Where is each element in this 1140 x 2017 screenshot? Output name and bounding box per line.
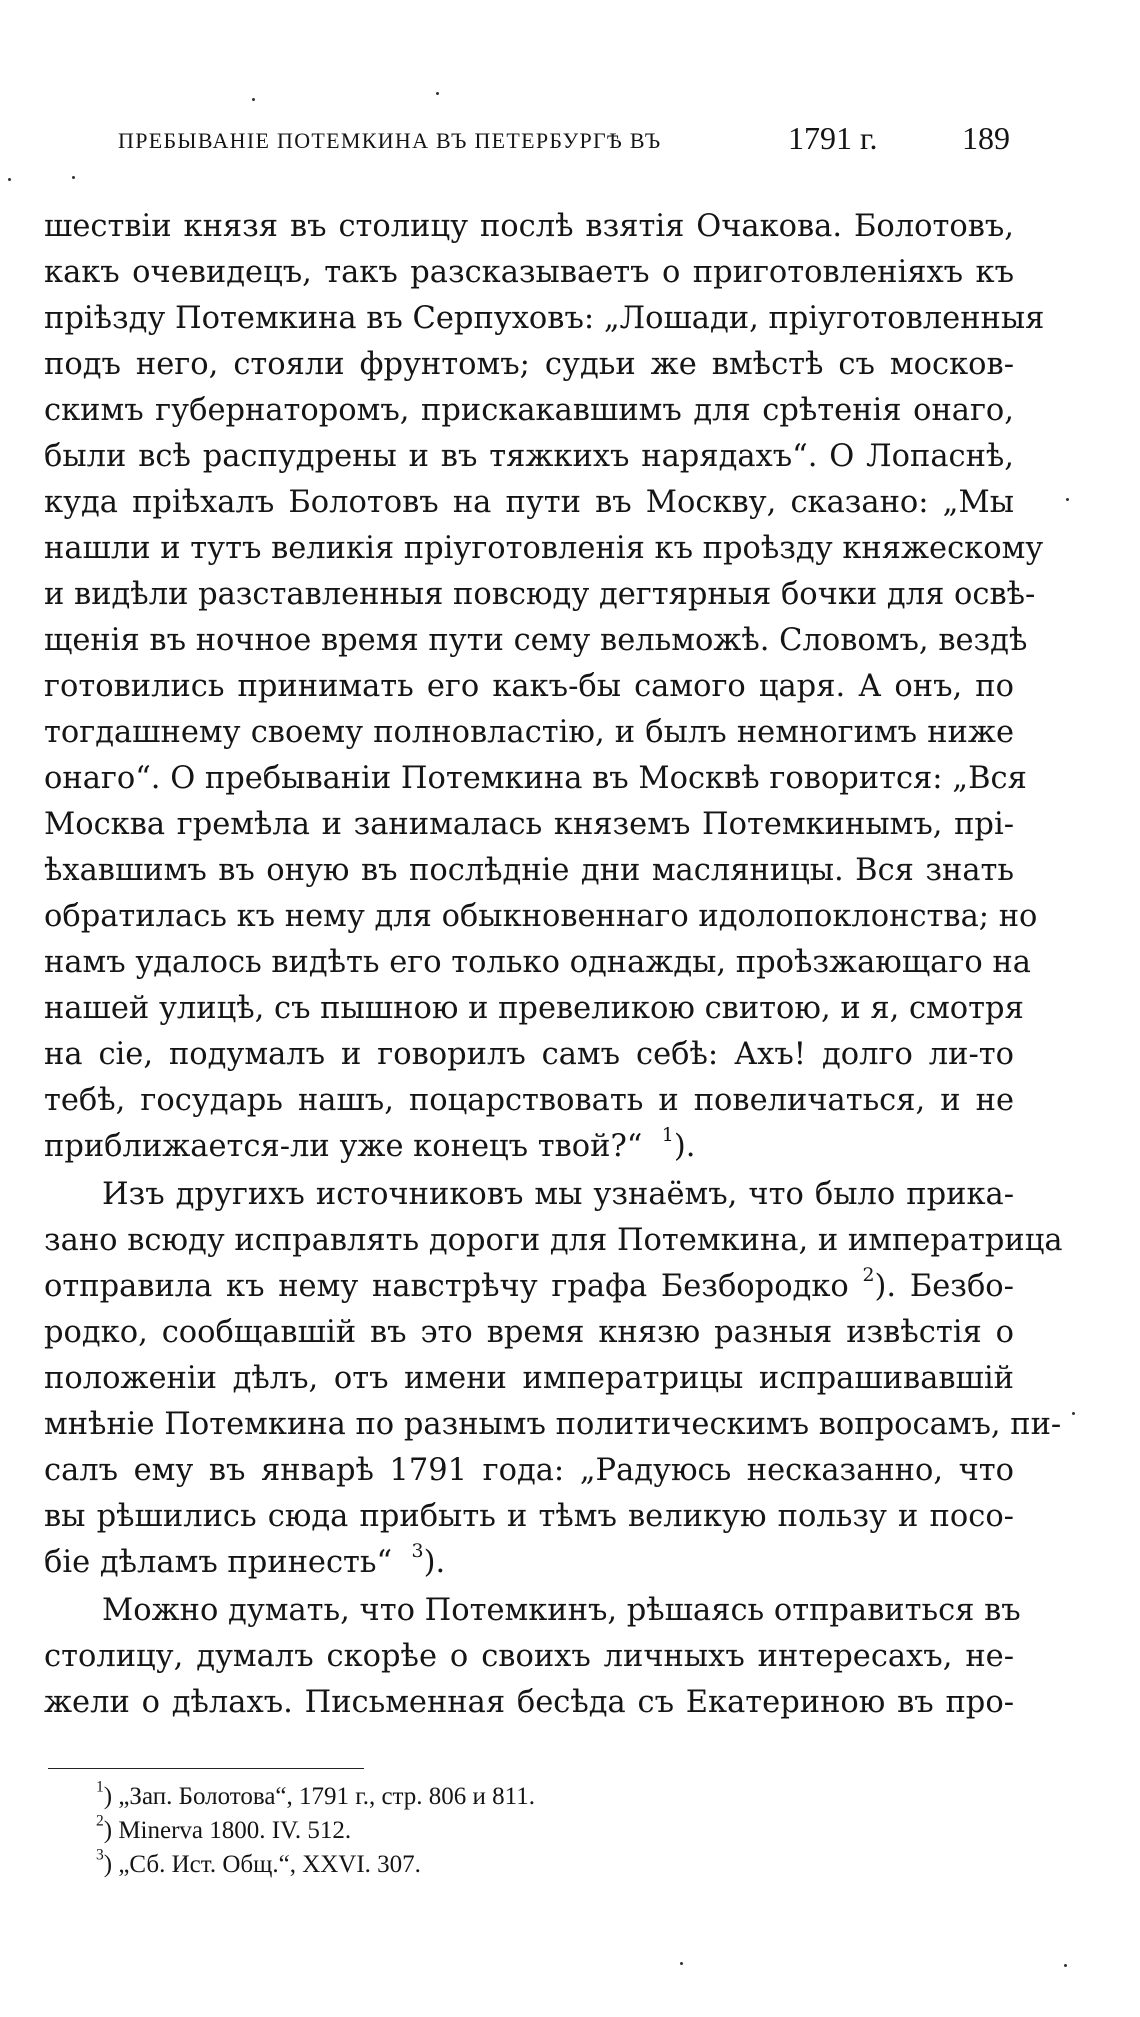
footnotes <box>96 1780 916 1882</box>
text-line: салъ ему въ январѣ 1791 года: „Радуюсь несказанно, что <box>44 1453 1014 1488</box>
text-line: тебѣ, государь нашъ, поцарствовать и повеличаться, и не <box>44 1083 1014 1118</box>
text-line: и видѣли разставленныя повсюду дегтярныя бочки для освѣ- <box>44 577 1036 612</box>
text-line: родко, сообщавшій въ это время князю разныя извѣстія о <box>44 1315 1014 1350</box>
text-line: какъ очевидецъ, такъ разсказываетъ о приготовленіяхъ къ <box>44 255 1014 290</box>
text-line: куда пріѣхалъ Болотовъ на пути въ Москву, сказано: „Мы <box>44 485 1014 520</box>
footnote-divider <box>48 1768 364 1769</box>
print-speck <box>1066 498 1069 501</box>
text-line: мнѣніе Потемкина по разнымъ политическимъ вопросамъ, пи- <box>44 1407 1062 1442</box>
print-speck <box>680 1962 683 1965</box>
running-year: 1791 г. <box>788 120 878 156</box>
print-speck <box>1072 1412 1075 1415</box>
text-line: щенія въ ночное время пути сему вельможѣ. Словомъ, вездѣ <box>44 623 1028 658</box>
footnote-ref-1: 1 <box>661 1123 674 1146</box>
footnote-ref-3: 3 <box>411 1539 424 1562</box>
text-line: обратилась къ нему для обыкновеннаго идолопоклонства; но <box>44 899 1038 934</box>
ref-closer: ). <box>673 1129 696 1164</box>
running-header <box>118 122 1018 162</box>
text-line: подъ него, стояли фрунтомъ; судьи же вмѣстѣ съ москов- <box>44 347 1014 382</box>
text-line: готовились принимать его какъ-бы самого царя. А онъ, по <box>44 669 1014 704</box>
line-text: Безбо- <box>909 1269 1014 1304</box>
footnote-marker: 3 <box>96 1846 104 1864</box>
print-speck <box>1064 1964 1067 1967</box>
text-line: нашей улицѣ, съ пышною и превеликою свитою, и я, смотря <box>44 991 1024 1026</box>
page-number: 189 <box>962 120 1010 156</box>
ref-closer: ). <box>874 1269 897 1304</box>
text-line: ѣхавшимъ въ оную въ послѣдніе дни масляницы. Вся знать <box>44 853 1014 888</box>
text-line <box>44 1264 1014 1310</box>
footnote-1: $^1$) „Зап. Болотова“, 1791 г., стр. 806 и 811. <box>96 1778 535 1810</box>
footnote-ref-2: 2 <box>862 1263 875 1286</box>
running-title: ПРЕБЫВАНІЕ ПОТЕМКИНА ВЪ ПЕТЕРБУРГѢ ВЪ <box>118 128 662 153</box>
ref-closer: ). <box>423 1545 446 1580</box>
text-line: намъ удалось видѣть его только однажды, проѣзжающаго на <box>44 945 1031 980</box>
footnote-3: $^3$) „Сб. Ист. Общ.“, XXVI. 307. <box>96 1846 421 1878</box>
text-line: зано всюду исправлять дороги для Потемкина, и императрица <box>44 1223 1063 1258</box>
text-line: были всѣ распудрены и въ тяжкихъ нарядахъ“. О Лопаснѣ, <box>44 439 1014 474</box>
text-line: жели о дѣлахъ. Письменная бесѣда съ Екатериною въ про- <box>44 1685 1014 1720</box>
print-speck <box>8 178 11 181</box>
text-line: вы рѣшились сюда прибыть и тѣмъ великую пользу и посо- <box>44 1499 1014 1534</box>
footnote-text: „Сб. Ист. Общ.“, XXVI. 307. <box>118 1851 421 1878</box>
footnote-text: Minerva 1800. IV. 512. <box>118 1817 352 1844</box>
text-line: Можно думать, что Потемкинъ, рѣшаясь отправиться въ <box>102 1593 1021 1628</box>
text-line: скимъ губернаторомъ, прискакавшимъ для срѣтенія онаго, <box>44 393 1014 428</box>
text-line: шествіи князя въ столицу послѣ взятія Очакова. Болотовъ, <box>44 209 1014 244</box>
footnote-marker: 2 <box>96 1812 104 1830</box>
text-line: столицу, думалъ скорѣе о своихъ личныхъ интересахъ, не- <box>44 1639 1014 1674</box>
text-line: пріѣзду Потемкина въ Серпуховъ: „Лошади, пріуготовленныя <box>44 301 1045 336</box>
text-line: Москва гремѣла и занималась княземъ Потемкинымъ, прі- <box>44 807 1014 842</box>
line-text: приближается-ли уже конецъ твой?“ <box>44 1129 643 1164</box>
text-line <box>44 1124 1014 1170</box>
text-line: Изъ другихъ источниковъ мы узнаёмъ, что было прика- <box>102 1177 1014 1212</box>
body-text <box>44 204 1063 1726</box>
line-text: отправила къ нему навстрѣчу графа Безбородко <box>44 1269 849 1304</box>
footnote-marker: 1 <box>96 1778 104 1796</box>
text-line: положеніи дѣлъ, отъ имени императрицы испрашивавшій <box>44 1361 1014 1396</box>
footnote-text: „Зап. Болотова“, 1791 г., стр. 806 и 811. <box>118 1783 535 1810</box>
paragraph-1 <box>44 204 1045 1170</box>
text-line: на сіе, подумалъ и говорилъ самъ себѣ: Ахъ! долго ли-то <box>44 1037 1014 1072</box>
print-speck <box>436 92 439 95</box>
paragraph-2 <box>44 1172 1063 1586</box>
footnote-2: $^2$) Minerva 1800. IV. 512. <box>96 1812 352 1844</box>
text-line: онаго“. О пребываніи Потемкина въ Москвѣ говорится: „Вся <box>44 761 1027 796</box>
text-line: нашли и тутъ великія пріуготовленія къ проѣзду княжескому <box>44 531 1044 566</box>
paragraph-3 <box>44 1588 1021 1726</box>
line-text: біе дѣламъ принесть“ <box>44 1545 393 1580</box>
text-line: тогдашнему своему полновластію, и былъ немногимъ ниже <box>44 715 1014 750</box>
print-speck <box>72 176 75 179</box>
print-speck <box>252 98 255 101</box>
text-line <box>44 1540 1014 1586</box>
